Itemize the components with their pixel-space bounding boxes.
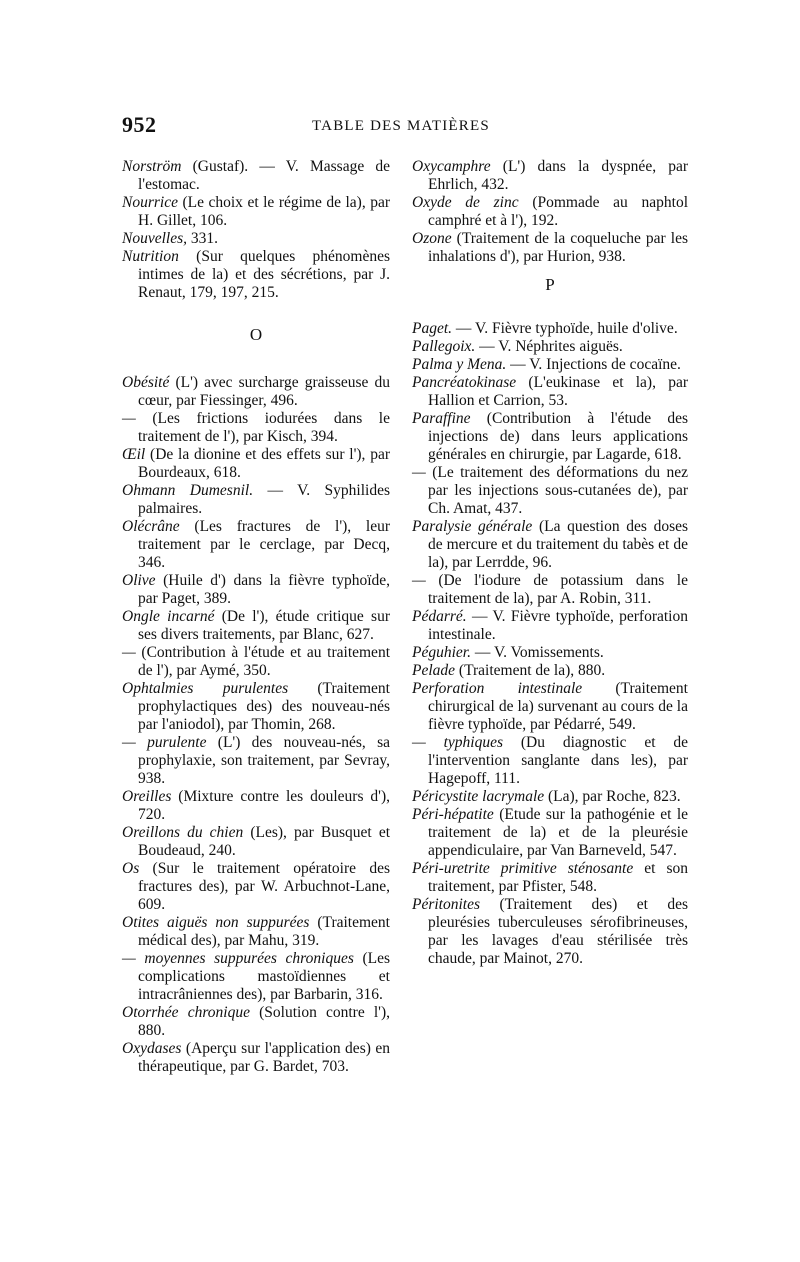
page-number: 952 — [122, 112, 157, 137]
index-entry — [412, 338, 688, 356]
entry-term: Ozone — [412, 230, 452, 247]
entry-text: et son traitement, par Pfister, 548. — [428, 860, 688, 895]
entry-term: Paralysie générale — [412, 518, 533, 535]
index-entry — [122, 860, 390, 914]
index-entry — [122, 914, 390, 950]
left-column — [122, 158, 390, 1076]
index-entry — [412, 320, 688, 338]
entry-text: (Solution contre l'), 880. — [138, 1004, 390, 1039]
section-letter-o: O — [249, 325, 263, 344]
entry-text: (Les fractures de l'), leur traitement par le cerclage, par Decq, 346. — [138, 518, 391, 571]
entry-term: — — [122, 410, 136, 427]
index-entry — [412, 194, 688, 230]
entry-term: Os — [122, 860, 140, 877]
entry-text: (Du diagnostic et de l'intervention sanglante dans les), par Hagepoff, 111. — [428, 734, 689, 787]
index-entry — [122, 230, 390, 248]
index-entry — [122, 824, 390, 860]
entry-text: — V. Syphilides palmaires. — [138, 482, 390, 517]
entry-term: — purulente — [122, 734, 207, 751]
index-entry — [412, 644, 688, 662]
entry-text: (Etude sur la pathogénie et le traitement de la) et de la pleurésie appendiculaire, par Van Barneveld, 547. — [428, 806, 688, 859]
index-entry — [412, 662, 688, 680]
entry-text: (Pommade au naphtol camphré et à l'), 192. — [428, 194, 689, 229]
right-entries-top — [412, 158, 688, 266]
index-entry — [122, 788, 390, 824]
entry-text: (De l'), étude critique sur ses divers traitements, par Blanc, 627. — [138, 608, 390, 643]
entry-text: (Traitement prophylactiques des) des nouveau-nés par l'aniodol), par Thomin, 268. — [138, 680, 390, 733]
entry-text: (De l'iodure de potassium dans le traitement de la), par A. Robin, 311. — [428, 572, 688, 607]
entry-text: (Huile d') dans la fièvre typhoïde, par Paget, 389. — [138, 572, 391, 607]
index-entry — [412, 896, 688, 968]
index-entry — [412, 788, 688, 806]
entry-term: Péri-uretrite primitive sténosante — [412, 860, 634, 877]
right-entries — [412, 320, 688, 968]
index-entry — [412, 464, 688, 518]
index-entry — [412, 374, 688, 410]
entry-text: (Gustaf). — V. Massage de l'estomac. — [138, 158, 391, 193]
left-entries — [122, 374, 390, 1076]
entry-text: (Sur le traitement opératoire des fractures des), par W. Arbuchnot-Lane, 609. — [138, 860, 390, 913]
index-entry — [122, 572, 390, 608]
index-entry — [122, 680, 390, 734]
index-entry — [412, 410, 688, 464]
page-header — [122, 112, 697, 142]
entry-term: Péguhier. — [412, 644, 471, 661]
index-entry — [412, 518, 688, 572]
entry-term: Oreilles — [122, 788, 172, 805]
index-entry — [412, 806, 688, 860]
entry-term: Otites aiguës non suppurées — [122, 914, 310, 931]
entry-text: (Le choix et le régime de la), par H. Gillet, 106. — [138, 194, 391, 229]
index-entry — [412, 230, 688, 266]
entry-term: Œil — [122, 446, 146, 463]
entry-term: Olécrâne — [122, 518, 180, 535]
entry-term: Pelade — [412, 662, 456, 679]
entry-text: (La), par Roche, 823. — [548, 788, 681, 805]
left-entries-top — [122, 158, 390, 302]
index-entry — [412, 608, 688, 644]
entry-term: Paget. — [412, 320, 453, 337]
entry-term: Oxyde de zinc — [412, 194, 519, 211]
section-letter-p: P — [545, 275, 555, 294]
entry-term: Oreillons du chien — [122, 824, 244, 841]
entry-term: Nouvelles, — [122, 230, 187, 247]
entry-term: Paraffine — [412, 410, 471, 427]
entry-term: Péritonites — [412, 896, 481, 913]
index-entry — [122, 446, 390, 482]
entry-text: (L') avec surcharge graisseuse du cœur, par Fiessinger, 496. — [138, 374, 391, 409]
index-entry — [122, 518, 390, 572]
entry-text: — V. Fièvre typhoïde, huile d'olive. — [455, 320, 678, 337]
entry-term: Péricystite lacrymale — [412, 788, 545, 805]
entry-term: Norström — [122, 158, 182, 175]
entry-text: (L') dans la dyspnée, par Ehrlich, 432. — [428, 158, 689, 193]
entry-text: 331. — [190, 230, 218, 247]
entry-text: (Les complications mastoïdiennes et intracrâniennes des), par Barbarin, 316. — [138, 950, 391, 1003]
entry-text: (Aperçu sur l'application des) en thérapeutique, par G. Bardet, 703. — [138, 1040, 391, 1075]
entry-text: (Traitement chirurgical de la) survenant au cours de la fièvre typhoïde, par Pédarré, 549. — [428, 680, 688, 733]
index-entry — [122, 248, 390, 302]
entry-text: (Le traitement des déformations du nez par les injections sous-cutanées de), par Ch. Amat, 437. — [428, 464, 689, 517]
entry-term: Ohmann Dumesnil. — [122, 482, 254, 499]
entry-text: (La question des doses de mercure et du traitement du tabès et de la), par Lerrdde, 96. — [428, 518, 689, 571]
entry-text: (Traitement des) et des pleurésies tuberculeuses sérofibrineuses, par les lavages d'eau stérilisée très chaude, par Mainot, 270. — [428, 896, 688, 967]
index-entry — [122, 950, 390, 1004]
entry-term: Péri-hépatite — [412, 806, 494, 823]
entry-term: Ongle incarné — [122, 608, 215, 625]
index-entry — [122, 734, 390, 788]
entry-text: (Traitement de la), 880. — [458, 662, 606, 679]
index-entry — [122, 644, 390, 680]
entry-text: (L') des nouveau-nés, sa prophylaxie, son traitement, par Sevray, 938. — [138, 734, 391, 787]
entry-text: (Contribution à l'étude et au traitement de l'), par Aymé, 350. — [138, 644, 390, 679]
entry-term: Nutrition — [122, 248, 179, 265]
entry-term: Palma y Mena. — [412, 356, 507, 373]
index-entry — [412, 572, 688, 608]
entry-term: Nourrice — [122, 194, 178, 211]
entry-term: — moyennes suppurées chroniques — [122, 950, 354, 967]
entry-text: — V. Injections de cocaïne. — [510, 356, 681, 373]
index-entry — [122, 374, 390, 410]
entry-term: Pédarré. — [412, 608, 467, 625]
entry-text: (Traitement médical des), par Mahu, 319. — [138, 914, 390, 949]
index-entry — [122, 1004, 390, 1040]
index-entry — [122, 608, 390, 644]
right-column — [412, 158, 688, 968]
index-entry — [122, 194, 390, 230]
entry-term: Obésité — [122, 374, 170, 391]
index-entry — [122, 410, 390, 446]
entry-term: Oxycamphre — [412, 158, 491, 175]
index-entry — [412, 356, 688, 374]
index-entry — [122, 482, 390, 518]
entry-text: (Les frictions iodurées dans le traitement de l'), par Kisch, 394. — [138, 410, 390, 445]
entry-text: (Traitement de la coqueluche par les inhalations d'), par Hurion, 938. — [428, 230, 688, 265]
entry-term: Perforation intestinale — [412, 680, 583, 697]
entry-text: — V. Fièvre typhoïde, perforation intestinale. — [428, 608, 688, 643]
entry-term: Oxydases — [122, 1040, 182, 1057]
entry-term: — — [412, 464, 426, 481]
entry-term: — typhiques — [412, 734, 504, 751]
index-entry — [412, 860, 688, 896]
index-entry — [412, 158, 688, 194]
entry-text: (Contribution à l'étude des injections de) dans leurs applications générales en chirurgie, par Lagarde, 618. — [428, 410, 689, 463]
index-entry — [412, 680, 688, 734]
entry-text: — V. Néphrites aiguës. — [479, 338, 623, 355]
running-title: TABLE DES MATIÈRES — [312, 118, 490, 134]
entry-term: Olive — [122, 572, 156, 589]
entry-text: (L'eukinase et la), par Hallion et Carrion, 53. — [428, 374, 688, 409]
entry-text: (Sur quelques phénomènes intimes de la) et des sécrétions, par J. Renaut, 179, 197, 215. — [138, 248, 390, 301]
index-entry — [412, 734, 688, 788]
entry-term: Pancréatokinase — [412, 374, 517, 391]
index-entry — [122, 1040, 390, 1076]
entry-term: Otorrhée chronique — [122, 1004, 250, 1021]
entry-text: (De la dionine et des effets sur l'), par Bourdeaux, 618. — [138, 446, 390, 481]
entry-text: (Mixture contre les douleurs d'), 720. — [138, 788, 390, 823]
entry-term: Ophtalmies purulentes — [122, 680, 289, 697]
entry-term: Pallegoix. — [412, 338, 476, 355]
entry-text: (Les), par Busquet et Boudeaud, 240. — [138, 824, 391, 859]
entry-text: — V. Vomissements. — [474, 644, 604, 661]
entry-term: — — [412, 572, 426, 589]
index-entry — [122, 158, 390, 194]
entry-term: — — [122, 644, 136, 661]
